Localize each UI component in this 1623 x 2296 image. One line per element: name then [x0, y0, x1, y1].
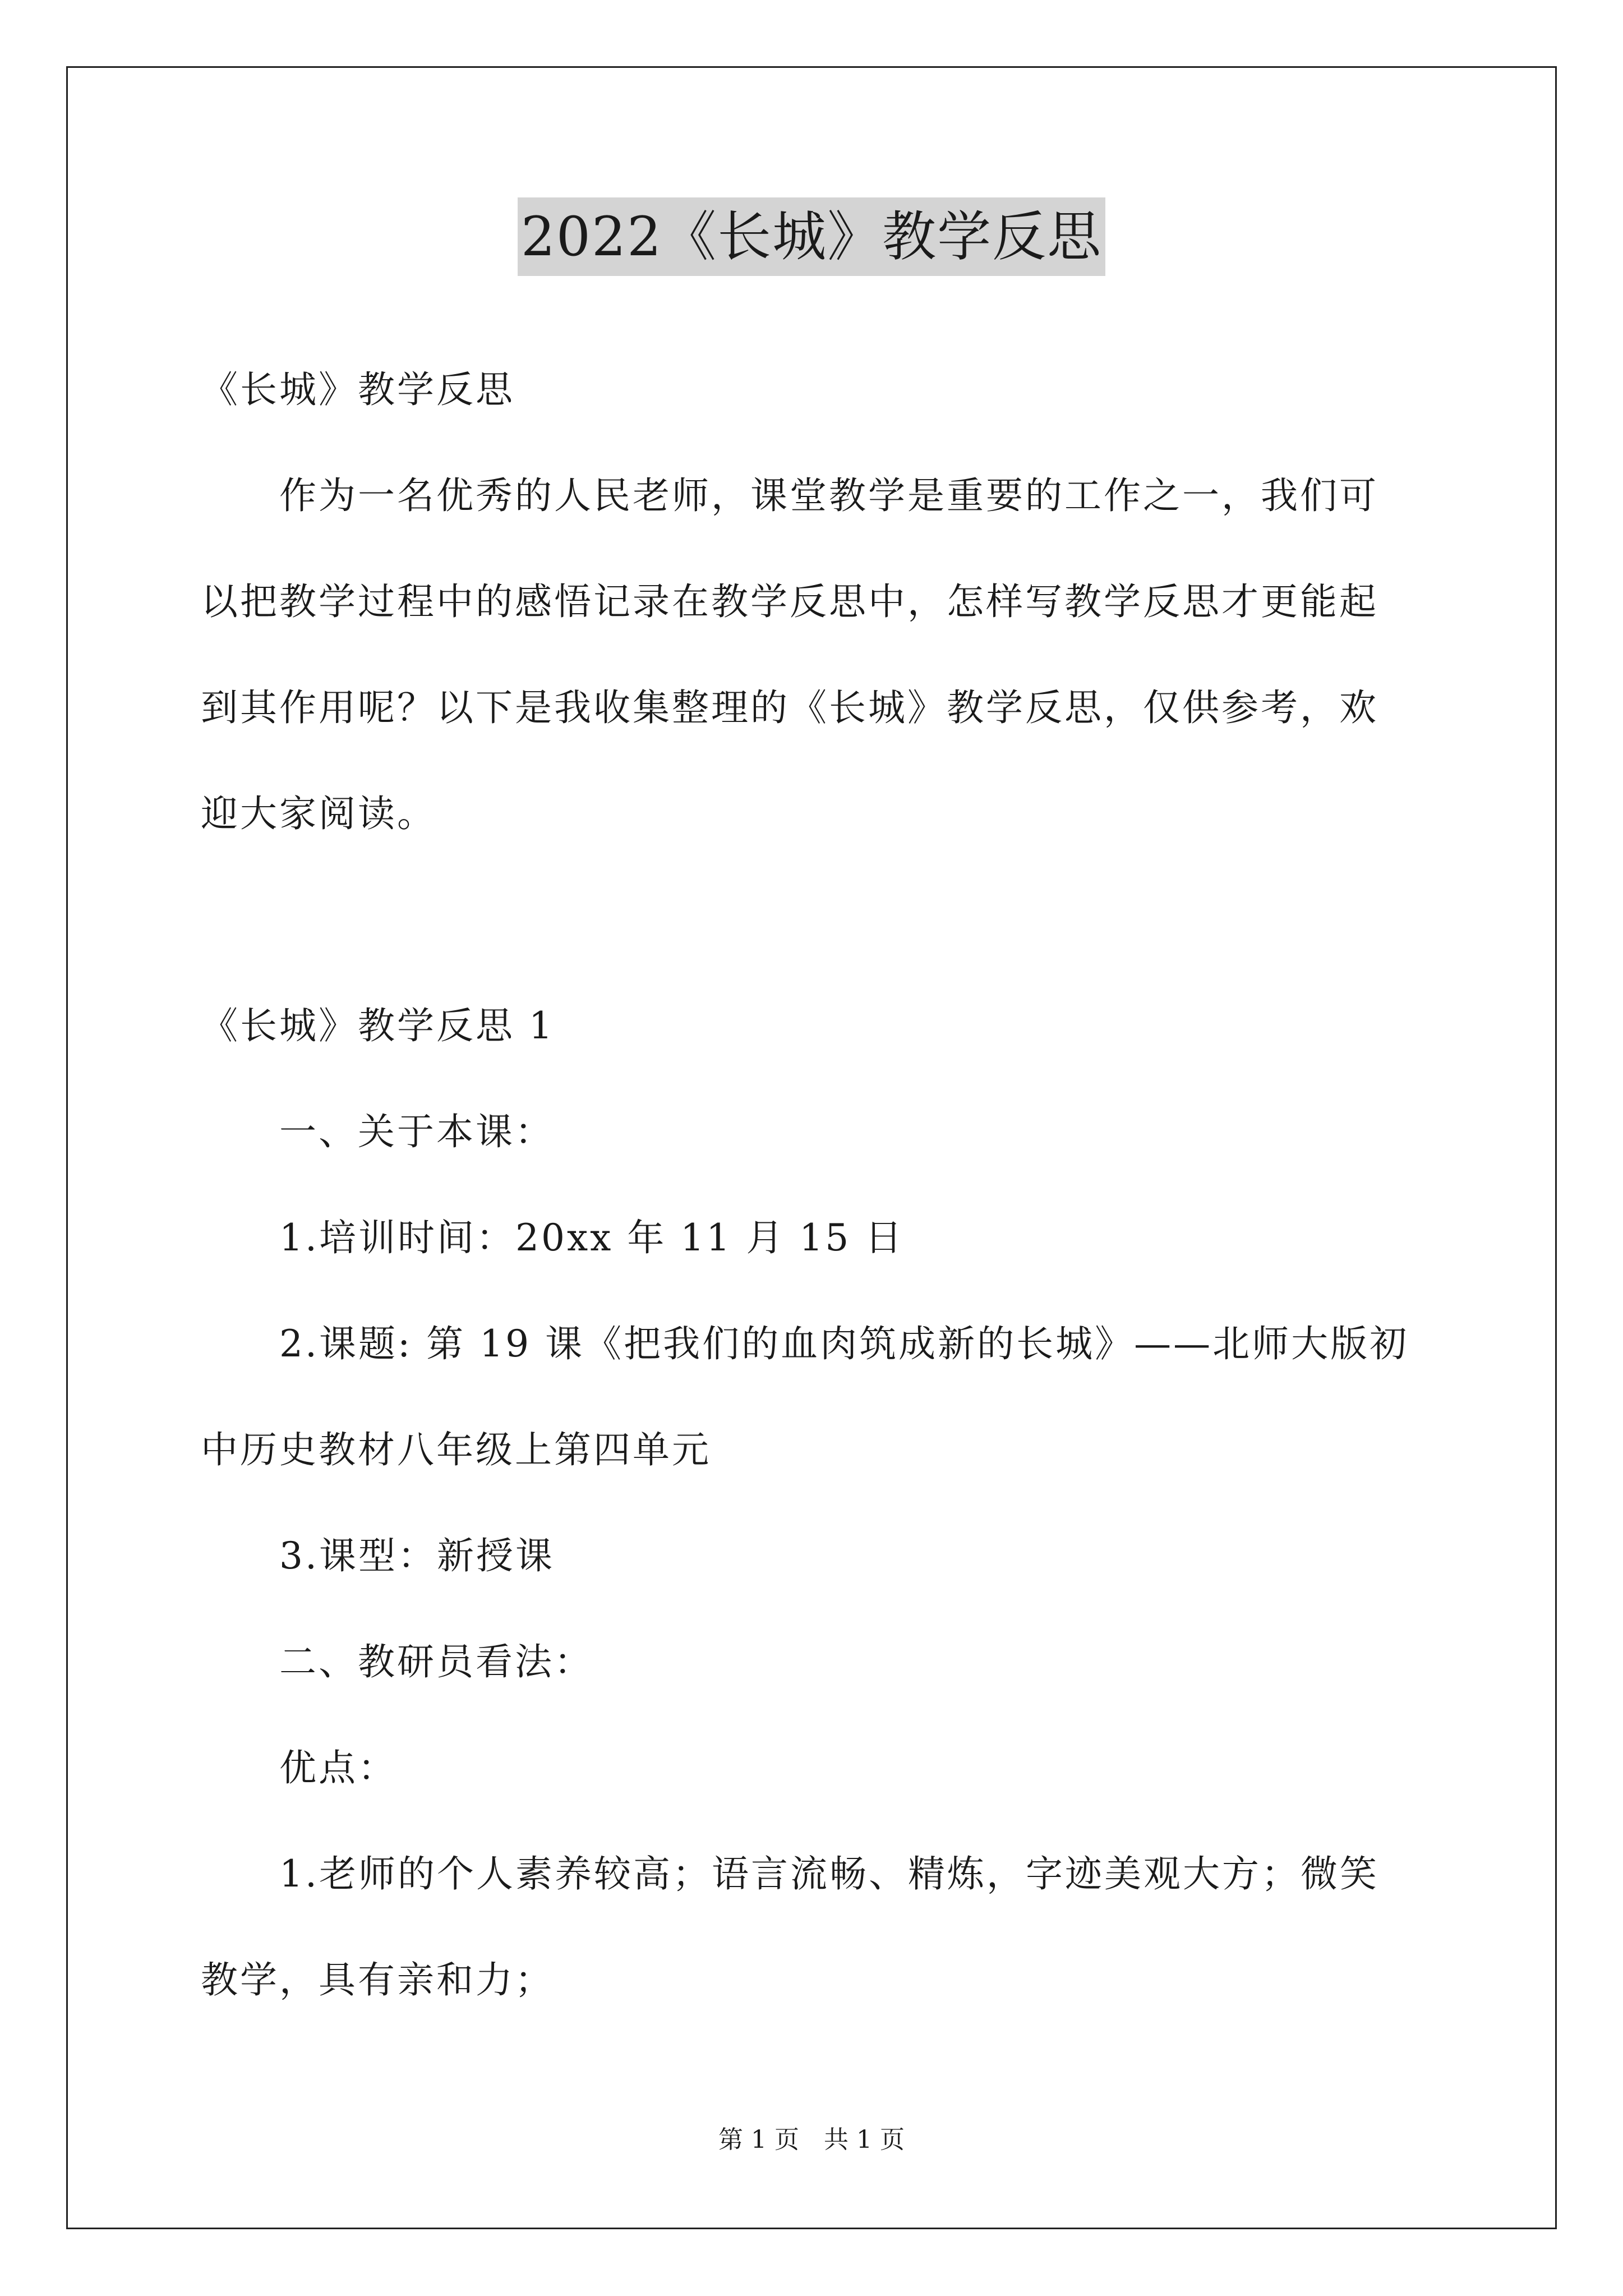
intro-line-3: 到其作用呢？以下是我收集整理的《长城》教学反思，仅供参考，欢: [201, 686, 1378, 729]
intro-line-2: 以把教学过程中的感悟记录在教学反思中，怎样写教学反思才更能起: [201, 580, 1378, 623]
title-container: [0, 197, 1623, 276]
item-lesson-type: 3.课型：新授课: [279, 1534, 555, 1577]
item-lesson-topic-line-2: 中历史教材八年级上第四单元: [201, 1428, 711, 1471]
document-title: 2022《长城》教学反思: [518, 197, 1105, 276]
page-footer: 第 1 页 共 1 页: [718, 2125, 905, 2154]
advantage-point-line-1: 1.老师的个人素养较高；语言流畅、精炼，字迹美观大方；微笑: [279, 1852, 1379, 1895]
advantage-point-line-2: 教学，具有亲和力；: [201, 1958, 554, 2001]
item-lesson-topic-line-1: 2.课题: 第 19 课《把我们的血肉筑成新的长城》——北师大版初: [279, 1322, 1409, 1365]
part-one-heading: 一、关于本课：: [279, 1110, 554, 1153]
intro-line-1: 作为一名优秀的人民老师，课堂教学是重要的工作之一，我们可: [279, 474, 1378, 517]
section-gap: [201, 867, 1435, 973]
intro-line-4: 迎大家阅读。: [201, 792, 436, 835]
subtitle: 《长城》教学反思: [201, 368, 515, 411]
item-training-time: 1.培训时间：20xx 年 11 月 15 日: [279, 1216, 905, 1259]
section-heading: 《长城》教学反思 1: [201, 1004, 555, 1047]
part-two-heading: 二、教研员看法：: [279, 1640, 593, 1683]
document-body: [201, 337, 1435, 2033]
advantages-label: 优点：: [279, 1746, 397, 1789]
